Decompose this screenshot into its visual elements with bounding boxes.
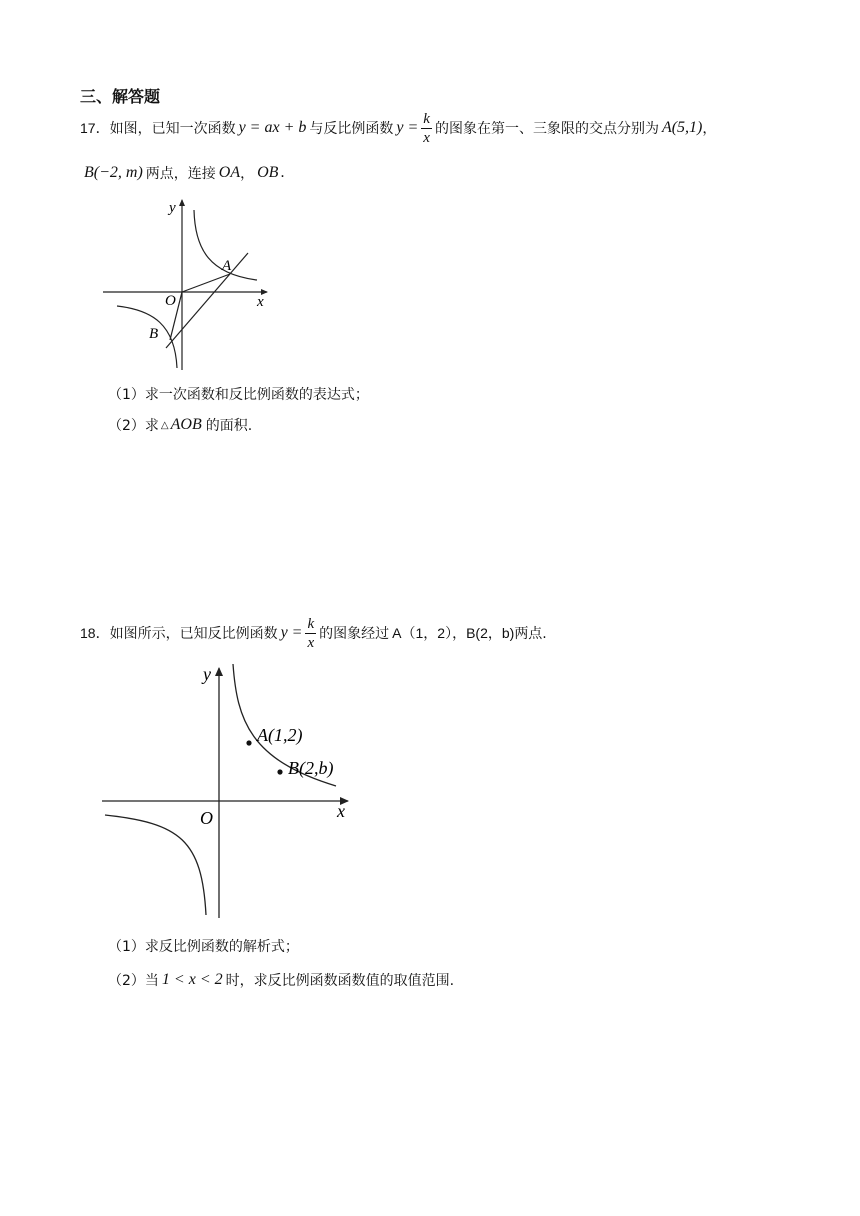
q17-label-b: B [149, 326, 159, 342]
q17-statement-line2 [84, 162, 284, 184]
q18-point-b [277, 769, 282, 774]
q18-label-a: A(1,2) [257, 725, 303, 745]
q17-text-2: 与反比例函数 [309, 121, 394, 137]
q18-number: 18． [80, 625, 110, 641]
q17-linear-equation: y = ax + b [238, 119, 307, 136]
q18-sub-question-1: （1）求反比例函数的解析式； [108, 939, 299, 955]
q17-number: 17． [80, 120, 110, 136]
q18-label-y: y [203, 664, 211, 684]
q18-fraction-denominator: x [307, 634, 315, 651]
q17-statement-line1 [80, 110, 716, 146]
q17-inverse-lhs: y = [396, 119, 419, 136]
q17-text-5: 两点，连接 [145, 166, 216, 182]
q17-linear-line [166, 253, 248, 348]
q17-label-a: A [222, 258, 232, 274]
q17-text-1: 如图，已知一次函数 [109, 121, 236, 137]
q18-points: A（1，2），B(2，b) [392, 625, 515, 641]
q18-sub-question-2 [108, 969, 454, 991]
q17-label-o: O [165, 293, 176, 309]
triangle-icon: △ [160, 419, 169, 431]
q17-fraction [421, 110, 432, 147]
q18-text-2: 的图象经过 [319, 626, 390, 642]
q17-fraction-numerator: k [423, 110, 430, 127]
q18-text-3: 两点. [514, 626, 547, 642]
q18-label-b: B(2,b) [288, 758, 334, 778]
q17-label-x: x [257, 294, 264, 310]
q18-sub2-suffix: 时，求反比例函数函数值的取值范围. [225, 973, 455, 989]
q17-period: . [280, 164, 285, 181]
q17-figure [95, 190, 275, 375]
q18-inverse-lhs: y = [280, 624, 303, 641]
q17-sub2-suffix: 的面积. [205, 418, 253, 434]
q17-sub-question-2 [108, 414, 252, 436]
q17-point-b: B(−2, m) [84, 164, 143, 181]
q17-text-4: ， [702, 121, 717, 137]
q17-hyperbola-q3 [117, 306, 177, 368]
q18-fraction [305, 615, 316, 652]
q18-hyperbola-q3 [105, 815, 206, 915]
q18-figure [100, 660, 355, 920]
q17-sub2-prefix: （2）求 [108, 418, 159, 434]
q17-segment-ob: OB [257, 164, 279, 181]
q17-segment-oa: OA [218, 164, 241, 181]
q17-text-3: 的图象在第一、三象限的交点分别为 [434, 121, 659, 137]
q18-label-o: O [200, 808, 213, 828]
q18-inequality: 1 < x < 2 [161, 971, 223, 988]
q18-label-x: x [337, 801, 345, 821]
q17-comma: ， [240, 166, 255, 182]
q18-statement-line1 [80, 613, 547, 653]
q17-triangle-name: AOB [170, 416, 202, 433]
q17-fraction-denominator: x [423, 129, 430, 146]
q18-sub2-prefix: （2）当 [108, 973, 159, 989]
q18-fraction-numerator: k [307, 615, 315, 632]
q17-point-a: A(5,1) [661, 119, 703, 136]
q18-text-1: 如图所示，已知反比例函数 [109, 626, 278, 642]
q18-point-a [246, 740, 251, 745]
q17-label-y: y [169, 200, 176, 216]
q17-sub-question-1: （1）求一次函数和反比例函数的表达式； [108, 387, 369, 403]
section-title: 三、解答题 [80, 87, 161, 106]
